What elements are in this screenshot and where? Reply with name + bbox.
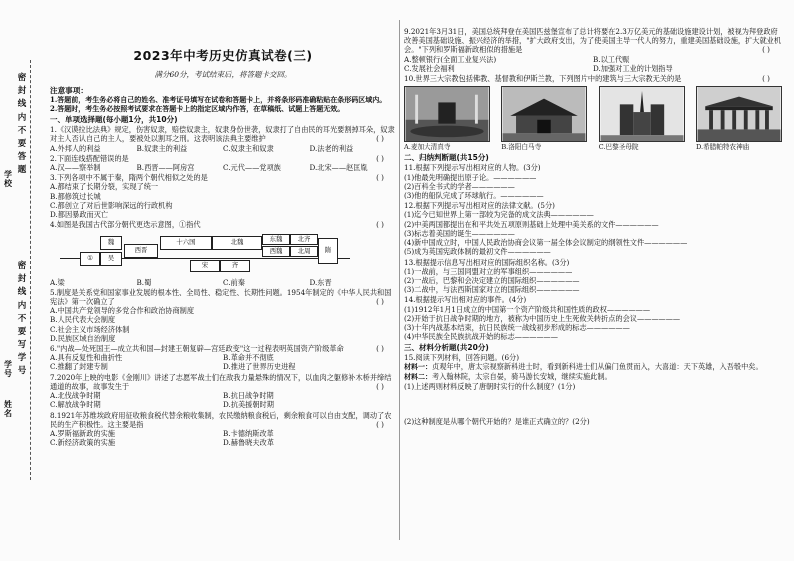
seal-char: 学 [17, 353, 27, 364]
sub-item: (1)1912年1月1日成立的中国第一个资产阶级共和国性质的政权—————— [404, 304, 651, 314]
material-1-text: 贞观年中，唐太宗视察新科进士时，看到新科进士们从偏门鱼贯而入，大喜道：天下英雄，入吾彀中矣。 [432, 362, 763, 372]
answer-space [404, 391, 782, 417]
question-3 [50, 173, 396, 219]
question-9 [404, 27, 782, 73]
question-stem: 9.2021年3月31日，美国总统拜登在美国匹兹堡宣布了总计将要在2.3万亿美元的基础设施建设计划，被视为拜登政府改善美国基础设施、振兴经济的举措，"扩大政府支出，为了使美国主导一代人的努力，重建美国基础设施，扩大就业机会。"下列和罗斯福新政相似的措施是 [404, 27, 782, 55]
question-stem: 7.2020年上映的电影《金刚川》讲述了志愿军战士们在敌我力量悬殊的情况下，以血肉之躯修补木桥并缔结通道的故事，故事发生于 [50, 372, 392, 391]
option-d: D.法老的利益 [309, 143, 354, 153]
question-stem: 3.下列各项中不属于秦，隋两个朝代相似之处的是 [50, 173, 208, 183]
question-stem: 6."内战—处死国王—成立共和国—封建王朝复辟—宫廷政变"这一过程表明英国资产阶级革命 [50, 344, 344, 354]
section-3-title: 三、材料分析题(共20分) [404, 342, 489, 352]
image-option-b [501, 86, 587, 151]
option-b: B.蜀 [136, 277, 152, 287]
image-caption: A.麦加大清真寺 [404, 143, 451, 152]
answer-paren: ( ) [762, 74, 770, 84]
sub-item: (4)中华民族全民族抗战开始的标志—————— [404, 332, 558, 342]
option-b: B.抗日战争时期 [223, 391, 274, 401]
question-7 [50, 373, 396, 410]
option-d: D.民族区域自治制度 [50, 333, 116, 343]
question-stem: 11.根据下列提示写出相对应的人物。(3分) [404, 163, 541, 173]
timeline-box-qi: 齐 [220, 260, 250, 272]
timeline-box-sixteen-kingdoms: 十六国 [160, 236, 212, 250]
sub-item: (2)一战后，巴黎和会决定建立的国际组织—————— [404, 275, 580, 285]
material-1-label: 材料一： [404, 363, 432, 372]
notice-item-1: 1.答题前，考生务必将自己的姓名、准考证号填写在试卷和答题卡上，并将条形码准确粘贴在条形码区域内。 [50, 95, 387, 105]
seal-char: 答 [17, 152, 27, 163]
material-2-text: 考入翰林院，太宗自晏，骑马游长安城，继续实施此制。 [432, 372, 612, 382]
question-11 [404, 163, 782, 200]
question-stem: 13.根据提示信息写出相对应的国际组织名称。(3分) [404, 257, 570, 267]
question-12 [404, 201, 782, 256]
answer-paren: ( ) [376, 381, 384, 391]
option-c: C.新经济政策的实施 [50, 438, 116, 448]
option-c: C.奴隶主和奴隶 [223, 143, 274, 153]
question-1 [50, 125, 396, 153]
building-image-row [404, 86, 782, 151]
sub-item: (2)百科全书式的学者—————— [404, 181, 515, 191]
question-stem: 12.根据下列提示写出相对应的法律文献。(5分) [404, 201, 555, 211]
option-c: C.元代——党项族 [223, 162, 281, 172]
answer-paren: ( ) [376, 153, 384, 163]
option-b: B.人民代表大会制度 [50, 315, 116, 325]
sub-item: (5)成为英国宪政体制的最初文件—————— [404, 247, 551, 257]
sub-item: (4)新中国成立时，中国人民政治协商会议第一届全体会议制定的纲领性文件—————— [404, 238, 688, 248]
question-stem: 14.根据提示写出相对应的事件。(4分) [404, 295, 527, 305]
seal-char: 内 [17, 300, 27, 311]
question-15 [404, 353, 782, 427]
option-d: D.东晋 [309, 277, 332, 287]
seal-char: 线 [17, 287, 27, 298]
option-c: C.解放战争时期 [50, 400, 101, 410]
question-10 [404, 74, 782, 152]
sub-item: (3)他的船队完成了环球航行。—————— [404, 191, 544, 200]
option-d: D.推进了世界历史进程 [223, 362, 296, 372]
timeline-box-sui: 隋 [318, 238, 338, 264]
sub-question-2: (2)这种制度是从哪个朝代开始的？是谁正式确立的？(2分) [404, 417, 590, 427]
sub-item: (3)标志着美国的诞生—————— [404, 228, 515, 238]
option-a: A.外邦人的利益 [50, 143, 101, 153]
option-b: B.奴隶主的利益 [136, 143, 188, 153]
timeline-box-northern-wei: 北魏 [212, 236, 262, 250]
option-b: B.西晋——阿房宫 [136, 162, 195, 172]
seal-char: 要 [17, 326, 27, 337]
question-5 [50, 288, 396, 343]
seal-char: 线 [17, 99, 27, 110]
option-a: A.罗斯福新政的实施 [50, 429, 115, 438]
section-1-title: 一、单项选择题(每小题1分，共10分) [50, 114, 178, 124]
sub-item: (3)十年内战基本结束，抗日民族统一战线初步形成的标志—————— [404, 323, 630, 333]
option-c: C.社会主义市场经济体制 [50, 324, 130, 334]
option-a: A.具有反复性和曲折性 [50, 353, 123, 363]
notice-item-2: 2.答题时，考生务必按照考试要求在答题卡上的指定区域内作答，在草稿纸、试题上答题无效。 [50, 104, 345, 114]
option-d: D.北宋——赵匡胤 [309, 162, 368, 172]
section-2-title: 二、归纳判断题(共15分) [404, 152, 489, 162]
question-stem: 1.《汉谟拉比法典》规定，伤害奴隶，赔偿奴隶主，奴隶身份世袭，奴隶打了自由民的耳光要割掉耳朵，奴隶对主人否认自己的主人，要被处以割耳之刑。这表明该法典主要维护 [50, 125, 395, 144]
seal-text-lower [17, 260, 27, 379]
question-6 [50, 344, 396, 372]
seal-char: 不 [17, 313, 27, 324]
question-stem: 2.下面连线搭配错误的是 [50, 153, 129, 163]
question-8 [50, 411, 396, 448]
option-c: C.发展社会福利 [404, 63, 455, 73]
answer-paren: ( ) [376, 344, 384, 354]
answer-paren: ( ) [376, 173, 384, 183]
seal-char: 密 [17, 261, 27, 271]
option-d: D.赫鲁晓夫改革 [223, 438, 274, 448]
question-13 [404, 258, 782, 295]
option-c: C.推翻了封建专制 [50, 362, 108, 372]
seal-char: 封 [17, 86, 27, 97]
white-horse-temple-image [501, 86, 587, 142]
exam-title: 2023年中考历史仿真试卷(三) [133, 48, 313, 63]
answer-paren: ( ) [376, 419, 384, 429]
field-school-label: 学校 [4, 169, 12, 188]
timeline-box-western-wei: 西魏 [262, 246, 290, 257]
sub-item: (3)二战中，与法西斯国家对立的国际组织—————— [404, 285, 580, 295]
material-2-label: 材料二： [404, 373, 432, 382]
sub-item: (1)迄今已知世界上第一部较为完备的成文法典—————— [404, 210, 594, 220]
option-b: B.革命并不彻底 [223, 353, 274, 363]
timeline-box-eastern-wei: 东魏 [262, 234, 290, 245]
binding-margin [2, 60, 46, 480]
left-column [50, 18, 396, 447]
question-14 [404, 295, 782, 341]
option-a: A.中国共产党领导的多党合作和政治协商制度 [50, 306, 195, 316]
option-b: B.以工代赈 [593, 54, 630, 64]
timeline-box-northern-qi: 北齐 [290, 234, 318, 245]
image-option-c [599, 86, 685, 151]
option-c: C.都创立了对后世影响深远的行政机构 [50, 200, 173, 210]
notre-dame-image [599, 86, 685, 142]
question-stem: 5.制度是关系党和国家事业发展的根本性、全局性、稳定性、长期性问题。1954年制定的《中华人民共和国宪法》第一次确立了 [50, 287, 392, 306]
timeline-box-wu: 吴 [100, 252, 122, 266]
option-a: A.都结束了长期分裂，实现了统一 [50, 182, 159, 192]
timeline-box-song: 宋 [190, 260, 220, 272]
seal-char: 封 [17, 274, 27, 285]
image-caption: C.巴黎圣母院 [598, 143, 639, 152]
image-caption: D.希腊帕特农神庙 [695, 143, 750, 152]
timeline-box-wei: 魏 [100, 236, 122, 250]
option-d: D.都因暴政而灭亡 [50, 210, 109, 220]
timeline-box-marker-1: ① [80, 252, 100, 266]
question-stem: 15.阅读下列材料，回答问题。(6分) [404, 353, 520, 363]
answer-paren: ( ) [376, 296, 384, 306]
sub-item: (1)他最先明确提出原子论。—————— [404, 172, 537, 182]
seal-char: 写 [17, 340, 27, 351]
field-name-label: 姓名 [4, 399, 12, 418]
notice-title: 注意事项： [50, 85, 88, 95]
option-b: B.卡德纳斯改革 [223, 429, 274, 438]
sub-item: (2)中美两国都提出在和平共处五项原则基础上处理中美关系的文件—————— [404, 219, 659, 229]
question-stem: 10.世界三大宗教包括佛教、基督教和伊斯兰教，下列图片中的建筑与三大宗教无关的是 [404, 74, 682, 84]
image-caption: B.洛阳白马寺 [501, 143, 542, 152]
image-option-d [696, 86, 782, 151]
sub-item: (2)开始于抗日战争时期的地方，被称为中国历史上生死攸关转折点的会议—————— [404, 313, 681, 323]
field-id-label: 学号 [4, 359, 12, 378]
sub-item: (1)一战前，与三国同盟对立的军事组织—————— [404, 266, 573, 276]
sub-question-1: (1)上述两则材料反映了唐朝时实行的什么制度？(1分) [404, 382, 576, 392]
option-b: B.都修筑过长城 [50, 191, 101, 201]
binding-dashed-line [30, 60, 31, 480]
option-d: D.抗美援朝时期 [223, 400, 274, 410]
column-divider [399, 20, 400, 540]
seal-text-upper [17, 72, 27, 177]
seal-char: 题 [17, 165, 27, 176]
timeline-box-western-jin: 西晋 [124, 244, 158, 258]
option-a: A.汉——察举制 [50, 162, 101, 172]
answer-paren: ( ) [762, 45, 770, 55]
answer-paren: ( ) [376, 220, 384, 230]
seal-char: 密 [17, 73, 27, 83]
dynasty-timeline-diagram [60, 232, 360, 276]
option-c: C.前秦 [223, 277, 245, 287]
image-option-a [404, 86, 490, 151]
seal-char: 要 [17, 138, 27, 149]
option-a: A.梁 [50, 277, 65, 287]
question-stem: 8.1921年苏维埃政府用征收粮食税代替余粮收集制，农民缴纳粮食税后，剩余粮食可以自由支配，调动了农民的生产积极性。这主要是指 [50, 410, 392, 429]
answer-paren: ( ) [376, 134, 384, 144]
option-a: A.整顿银行(全面工业复兴法) [404, 54, 497, 64]
parthenon-image [696, 86, 782, 142]
question-2 [50, 154, 396, 172]
exam-subtitle: 满分60分，考试结束后，将答题卡交回。 [154, 70, 292, 79]
seal-char: 内 [17, 112, 27, 123]
seal-char: 不 [17, 125, 27, 136]
seal-char: 号 [17, 366, 27, 377]
option-a: A.北伐战争时期 [50, 391, 101, 401]
question-4 [50, 220, 396, 286]
option-d: D.加强对工业的计划指导 [593, 63, 673, 73]
mecca-mosque-image [404, 86, 490, 142]
timeline-box-northern-zhou: 北周 [290, 246, 318, 257]
right-column [404, 26, 782, 427]
question-stem: 4.如图是我国古代部分朝代更迭示意图，①指代 [50, 220, 201, 230]
